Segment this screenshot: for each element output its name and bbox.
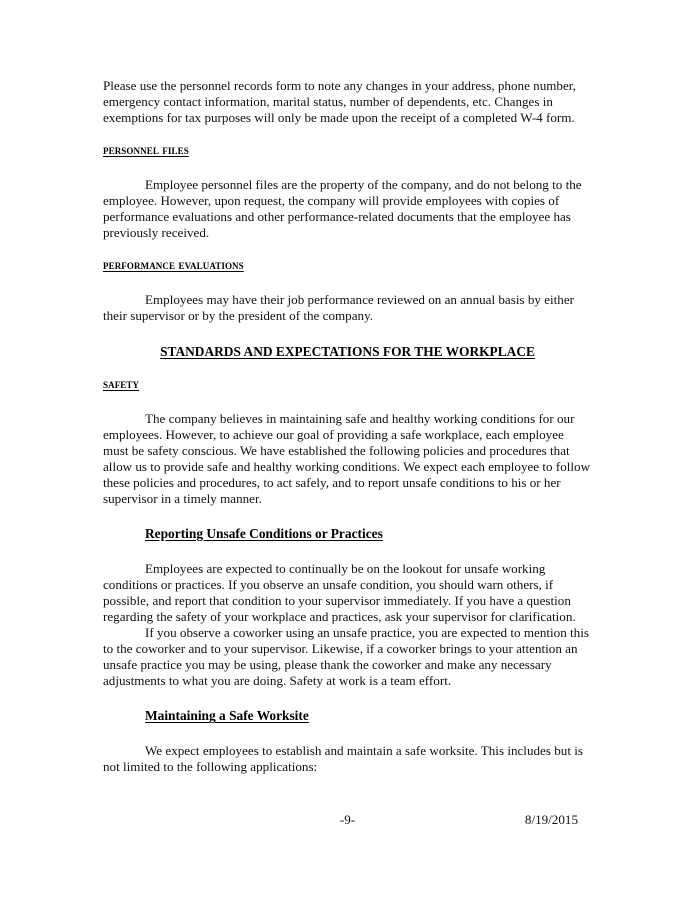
section-heading-safety: safety	[103, 375, 140, 391]
spacer	[103, 325, 592, 344]
subheading-maintaining-safe-worksite	[103, 708, 592, 724]
spacer	[103, 542, 592, 561]
subheading-reporting-unsafe-conditions	[103, 526, 592, 542]
spacer	[103, 507, 592, 526]
subheading-text: Maintaining a Safe Worksite	[145, 708, 309, 724]
page-footer	[103, 811, 592, 829]
spacer	[103, 689, 592, 708]
major-heading-standards-and-expectations	[103, 344, 592, 360]
section-heading-safety-wrap	[103, 376, 592, 392]
paragraph-safety: The company believes in maintaining safe and healthy working conditions for our employees. However, to achieve our goal of providing a safe workplace, each employee must be safety conscious. We have established the following policies and procedures that allow us to provide safe and healthy working conditions. We expect each employee to follow these policies and procedures, to act safely, and to report unsafe conditions to his or her supervisor in a timely manner.	[103, 410, 591, 506]
page-number: -9-	[339, 812, 356, 827]
paragraph-personnel-files: Employee personnel files are the property of the company, and do not belong to the employee. However, upon request, the company will provide employees with copies of performance evaluations and other performance-related documents that the employee has previously received.	[103, 177, 582, 241]
spacer	[103, 360, 592, 376]
paragraph-personnel-records-form: Please use the personnel records form to note any changes in your address, phone number, emergency contact information, marital status, number of dependents, etc. Changes in exemptions for tax purposes will only be made upon the receipt of a completed W-4 form.	[103, 78, 576, 126]
section-heading-personnel-files: personnel files	[103, 142, 189, 158]
document-date: 8/19/2015	[524, 812, 578, 827]
subheading-text: Reporting Unsafe Conditions or Practices	[145, 525, 383, 541]
section-heading-performance-evaluations-wrap	[103, 257, 592, 273]
section-heading-personnel-files-wrap	[103, 142, 592, 158]
spacer	[103, 724, 592, 743]
section-heading-performance-evaluations: performance evaluations	[103, 257, 244, 273]
major-heading-text: STANDARDS AND EXPECTATIONS FOR THE WORKPLACE	[160, 343, 535, 359]
paragraph-reporting-unsafe-2: If you observe a coworker using an unsafe practice, you are expected to mention this to the coworker and to your supervisor. Likewise, if a coworker brings to your attention an unsafe practice you may be using, please thank the coworker and make any necessary adjustments to what you are doing. Safety at work is a team effort.	[103, 625, 589, 689]
spacer	[103, 158, 592, 177]
spacer	[103, 273, 592, 292]
paragraph-performance-evaluations: Employees may have their job performance reviewed on an annual basis by either their supervisor or by the president of the company.	[103, 292, 575, 324]
paragraph-maintaining-safe-worksite: We expect employees to establish and maintain a safe worksite. This includes but is not limited to the following applications:	[103, 743, 583, 775]
spacer	[103, 241, 592, 257]
spacer	[103, 126, 592, 142]
paragraph-reporting-unsafe-1: Employees are expected to continually be on the lookout for unsafe working conditions or practices. If you observe an unsafe condition, you should warn others, if possible, and report that condition to your supervisor immediately. If you have a question regarding the safety of your workplace and practices, ask your supervisor for clarification.	[103, 560, 576, 625]
spacer	[103, 392, 592, 411]
document-body	[103, 78, 592, 775]
